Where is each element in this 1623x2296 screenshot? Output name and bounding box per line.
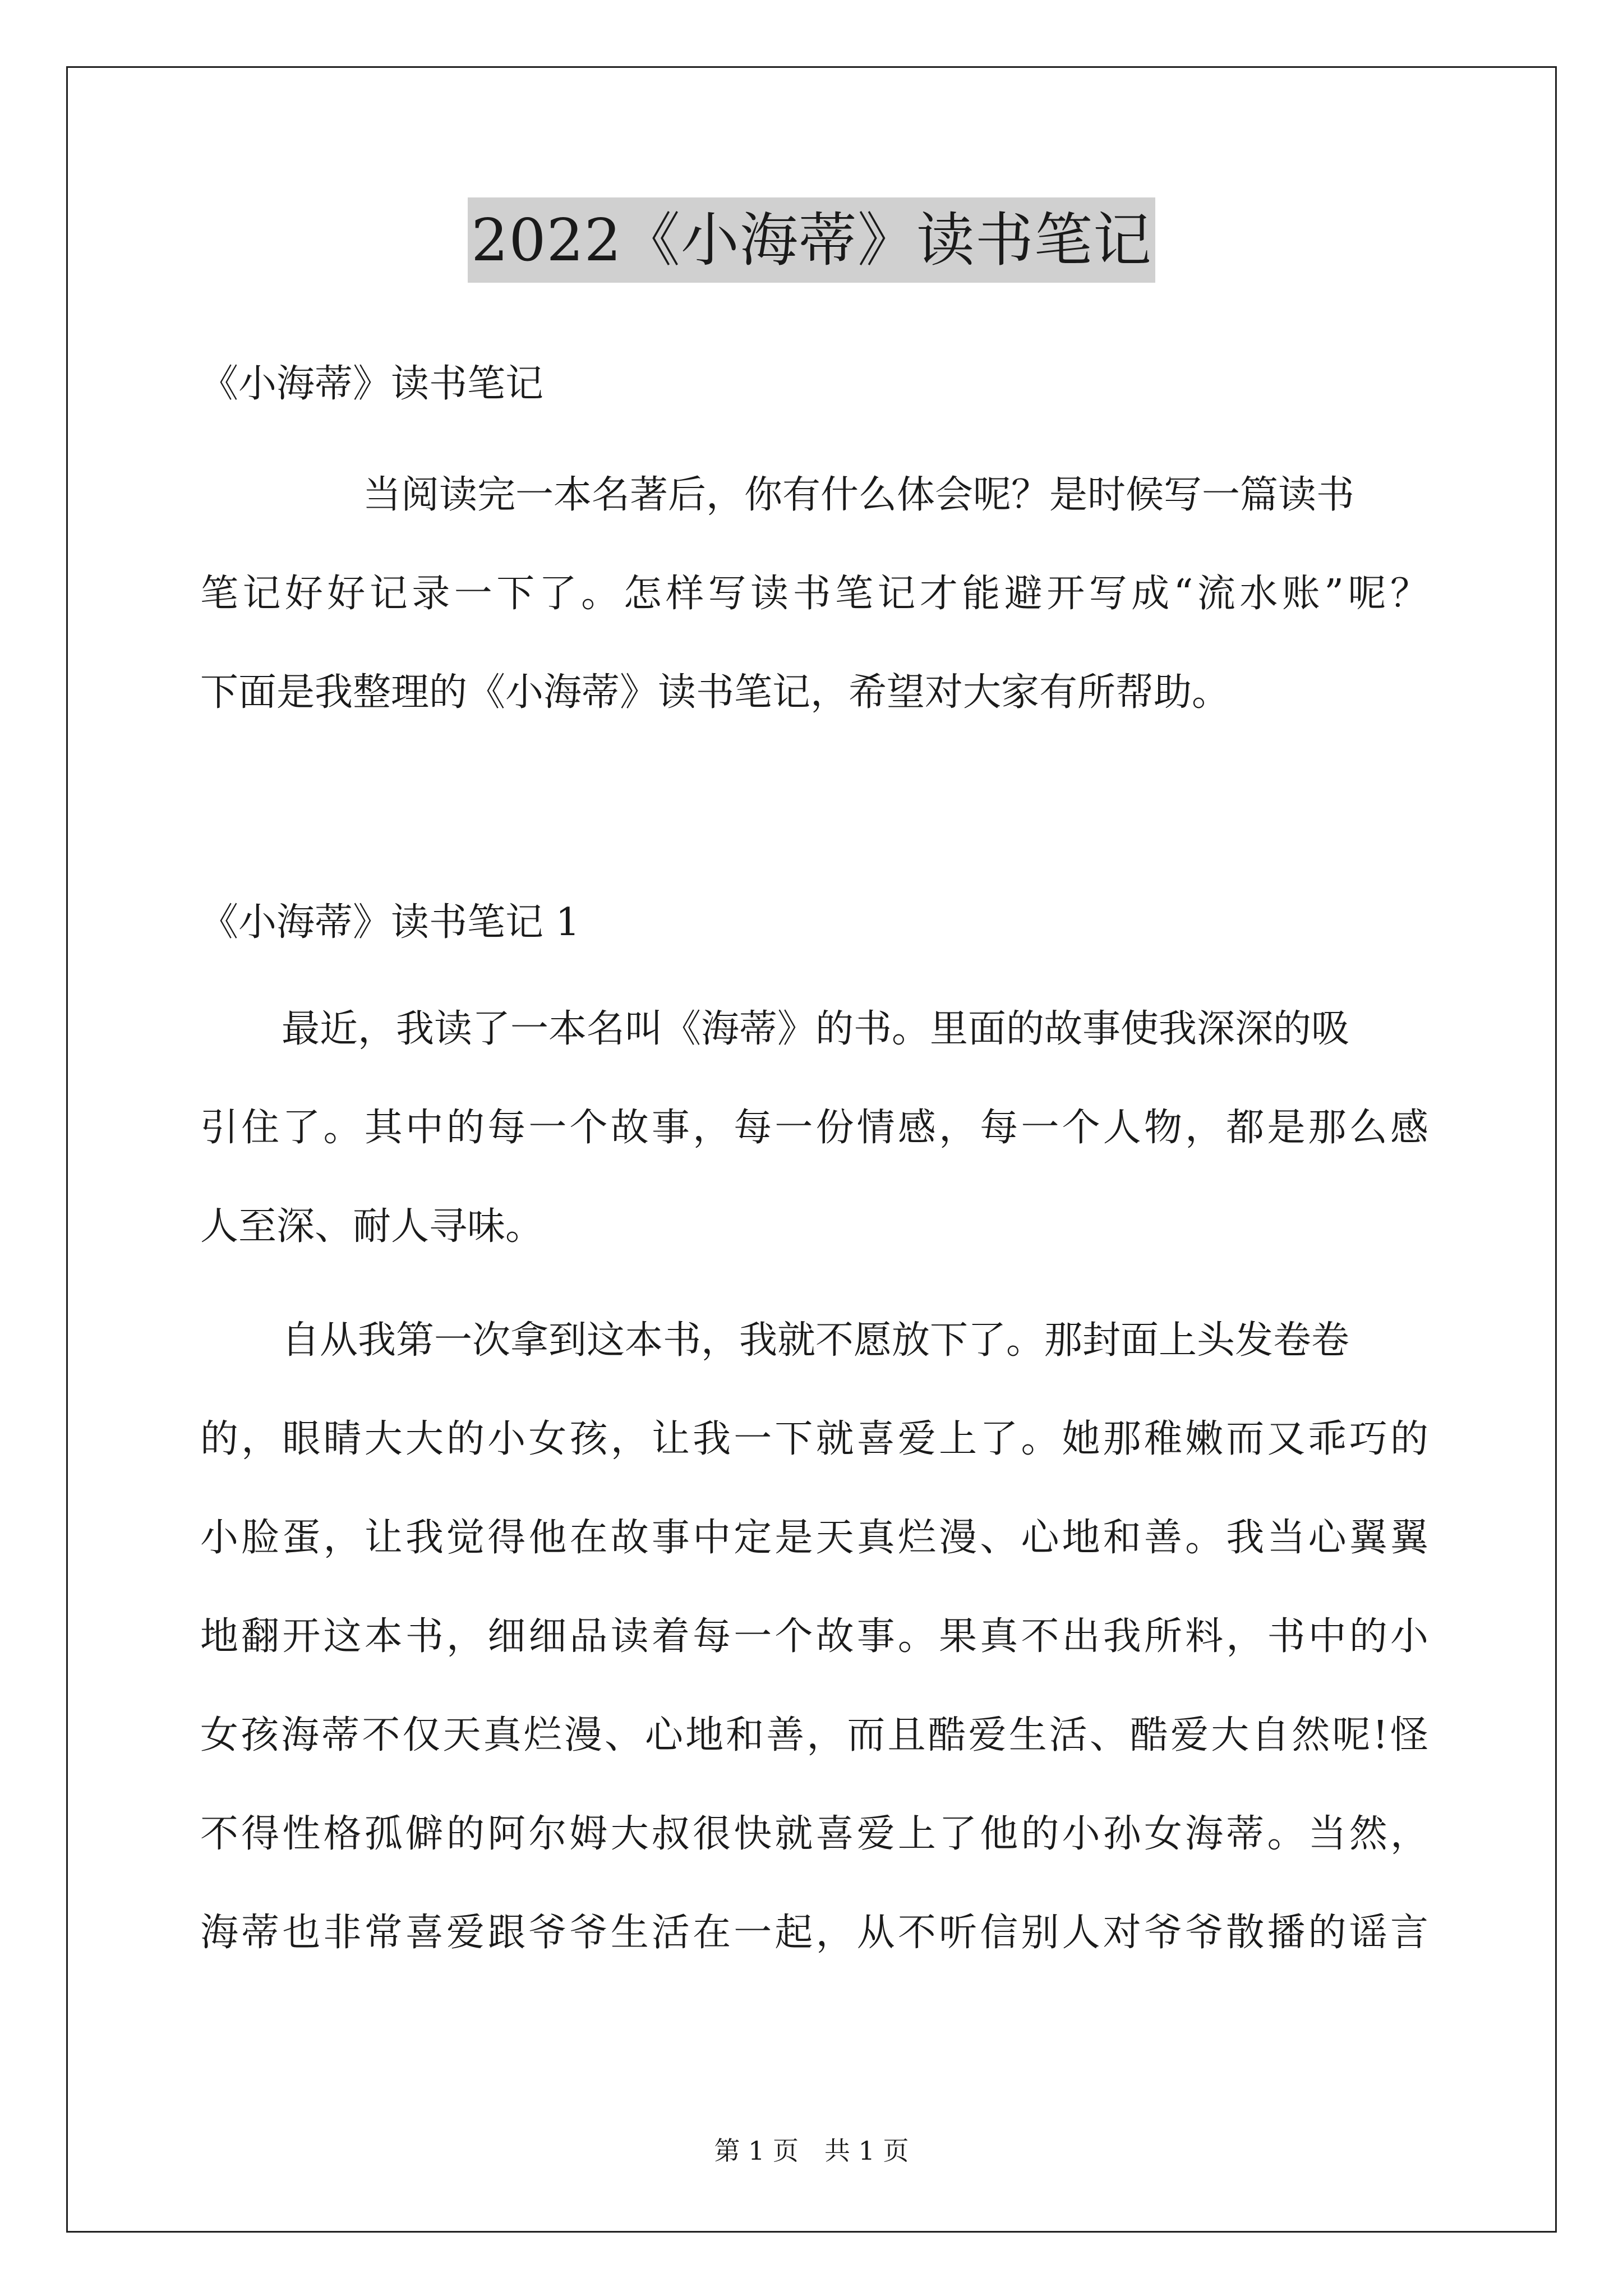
para1-line-3: 人至深、耐人寻味。 [200,1204,544,1249]
intro-line-3: 下面是我整理的《小海蒂》读书笔记，希望对大家有所帮助。 [200,670,1230,715]
para1-line-1: 最近，我读了一本名叫《海蒂》的书。里面的故事使我深深的吸 [282,1007,1350,1051]
document-title: 2022《小海蒂》读书笔记 [468,197,1155,283]
para2-line-2: 的，眼睛大大的小女孩，让我一下就喜爱上了。她那稚嫩而又乖巧的 [200,1417,1428,1461]
intro-heading: 《小海蒂》读书笔记 [200,362,544,406]
note1-heading: 《小海蒂》读书笔记 1 [200,900,580,945]
title-wrapper [0,197,1623,283]
page-footer: 第 1 页 共 1 页 [714,2136,909,2166]
para2-line-6: 不得性格孤僻的阿尔姆大叔很快就喜爱上了他的小孙女海蒂。当然， [200,1812,1428,1856]
para2-line-3: 小脸蛋，让我觉得他在故事中定是天真烂漫、心地和善。我当心翼翼 [200,1516,1428,1560]
intro-line-1: 当阅读完一本名著后，你有什么体会呢？是时候写一篇读书 [363,473,1355,517]
intro-line-2: 笔记好好记录一下了。怎样写读书笔记才能避开写成“流水账”呢？ [200,572,1428,616]
para2-line-4: 地翻开这本书，细细品读着每一个故事。果真不出我所料，书中的小 [200,1614,1428,1659]
para2-line-1: 自从我第一次拿到这本书，我就不愿放下了。那封面上头发卷卷 [282,1318,1350,1363]
para1-line-2: 引住了。其中的每一个故事，每一份情感，每一个人物，都是那么感 [200,1106,1428,1150]
para2-line-5: 女孩海蒂不仅天真烂漫、心地和善，而且酷爱生活、酷爱大自然呢!怪 [200,1713,1428,1757]
para2-line-7: 海蒂也非常喜爱跟爷爷生活在一起，从不听信别人对爷爷散播的谣言 [200,1911,1428,1955]
